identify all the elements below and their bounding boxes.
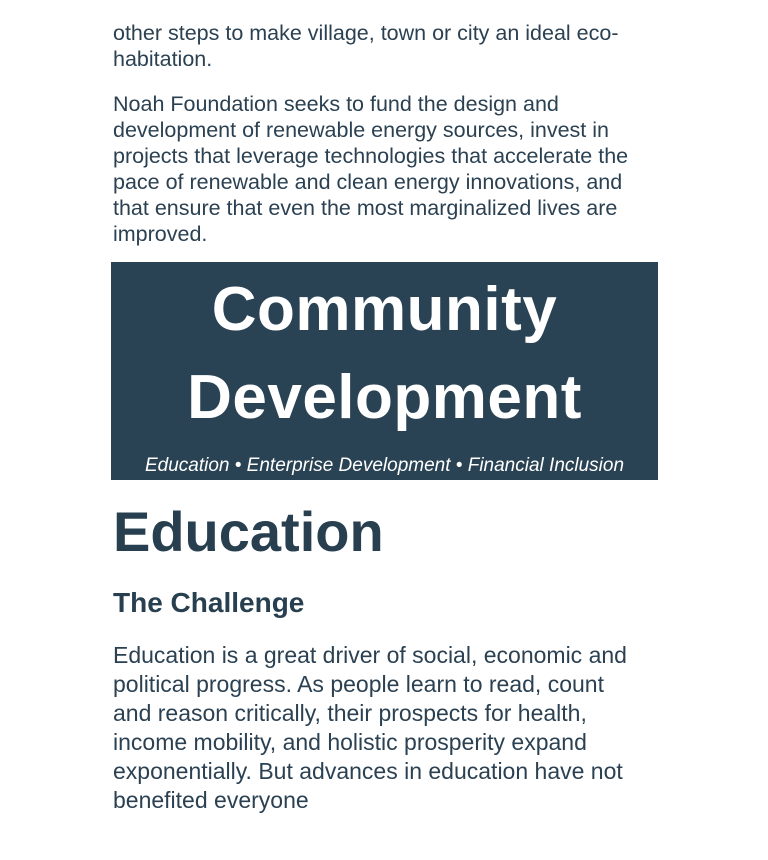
intro-paragraph-eco-habitation: other steps to make village, town or city an ideal eco-habitation. [113, 21, 619, 71]
banner-title: Community Development [187, 275, 582, 432]
section-heading-education: Education [113, 500, 384, 563]
intro-paragraph-noah-foundation: Noah Foundation seeks to fund the design and development of renewable energy sources, invest in projects that leverage technologies that accelerate the pace of renewable and clean energy innovations, and that ensure that even the most marginalized lives are improved. [113, 92, 629, 246]
community-development-banner [111, 262, 658, 480]
subheading-the-challenge: The Challenge [113, 587, 305, 618]
banner-subtitle: Education • Enterprise Development • Financial Inclusion [144, 455, 625, 476]
education-challenge-paragraph: Education is a great driver of social, economic and political progress. As people learn to read, count and reason critically, their prospects for health, income mobility, and holistic prosperity expand exponentially. But advances in education have not benefited everyone [113, 642, 627, 813]
